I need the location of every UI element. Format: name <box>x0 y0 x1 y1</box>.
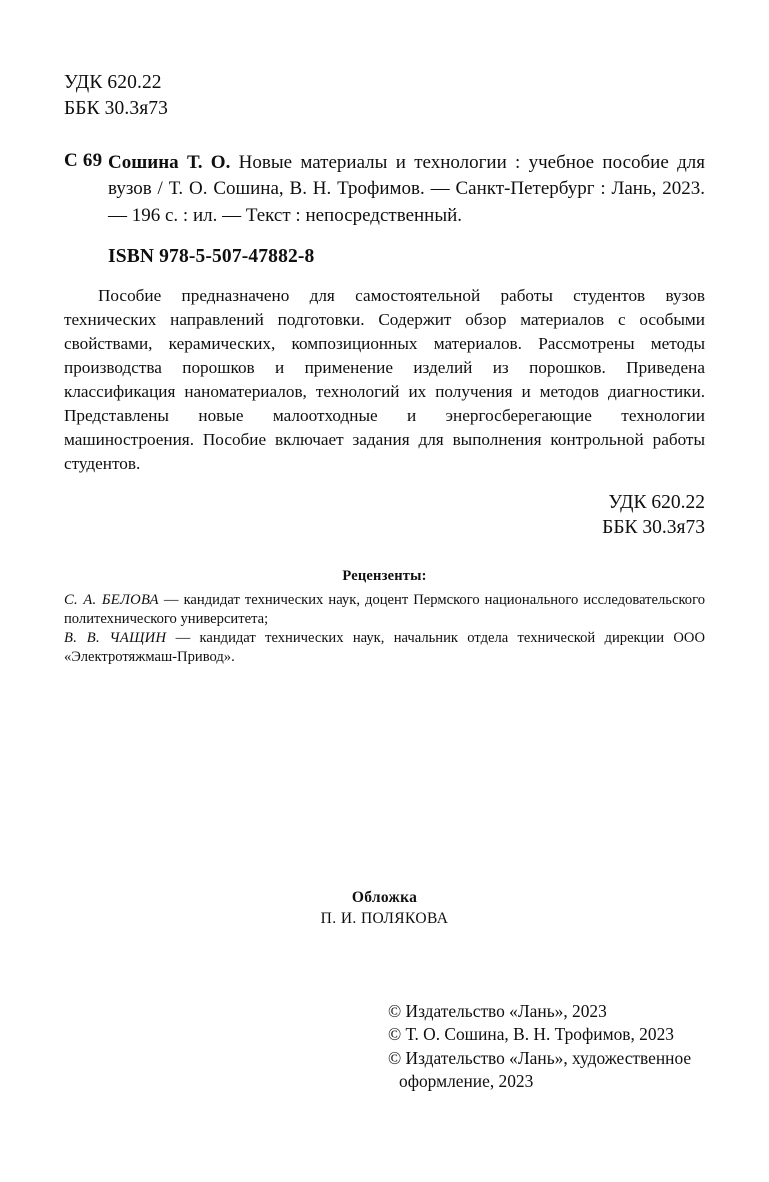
bbk-line-bottom: ББК 30.3я73 <box>602 517 705 539</box>
cover-credit-title: Обложка <box>351 889 418 906</box>
reviewer-entry <box>64 629 705 666</box>
copyright-block <box>388 1000 718 1094</box>
reviewer-description: — кандидат технических наук, доцент Пермского национального исследовательского политехнического университета; <box>64 592 706 627</box>
copyright-line: © Т. О. Сошина, В. Н. Трофимов, 2023 <box>388 1024 674 1045</box>
cover-credit-block <box>64 889 705 928</box>
udk-bbk-top <box>64 70 705 121</box>
udk-line-bottom: УДК 620.22 <box>608 491 705 513</box>
reviewer-entry <box>64 591 705 628</box>
copyright-line: оформление, 2023 <box>399 1071 534 1092</box>
reviewers-heading: Рецензенты: <box>342 568 427 584</box>
copyright-line: © Издательство «Лань», художественное <box>388 1047 692 1068</box>
reviewer-description: — кандидат технических наук, начальник отдела технической дирекции ООО «Электротяжмаш-Привод». <box>64 630 705 665</box>
imprint-main-block <box>64 70 705 541</box>
udk-line-top: УДК 620.22 <box>64 72 162 93</box>
bbk-line-top: ББК 30.3я73 <box>64 97 168 119</box>
catalog-card-author: Сошина Т. О. <box>108 152 231 174</box>
catalog-card-text: Новые материалы и технологии : учебное пособие для вузов / Т. О. Сошина, В. Н. Трофимов. — Санкт-Петербург : Лань, 2023. — 196 с. : ил. — Текст : непосредственный. <box>108 152 705 226</box>
isbn-line: ISBN 978-5-507-47882-8 <box>108 245 315 267</box>
catalog-card <box>64 148 705 228</box>
annotation-paragraph: Пособие предназначено для самостоятельной работы студентов вузов технических направлений подготовки. Содержит обзор материалов с особыми свойствами, керамических, композиционных материалов. Рассмотрены методы производства порошков и применение изделий из порошков. Приведена классификация наноматериалов, технологий их получения и методов диагностики. Представлены новые малоотходные и энергосберегающие технологии машиностроения. Пособие включает задания для выполнения контрольной работы студентов. <box>64 285 705 473</box>
catalog-card-body <box>108 150 705 229</box>
reviewer-name: С. А. БЕЛОВА <box>64 592 159 608</box>
cover-credit-name: П. И. ПОЛЯКОВА <box>320 910 449 927</box>
udk-bbk-bottom <box>64 490 705 541</box>
reviewer-name: В. В. ЧАЩИН <box>64 630 167 647</box>
copyright-line: © Издательство «Лань», 2023 <box>388 1001 607 1021</box>
catalog-card-code: С 69 <box>64 150 103 172</box>
reviewers-block <box>64 568 705 666</box>
